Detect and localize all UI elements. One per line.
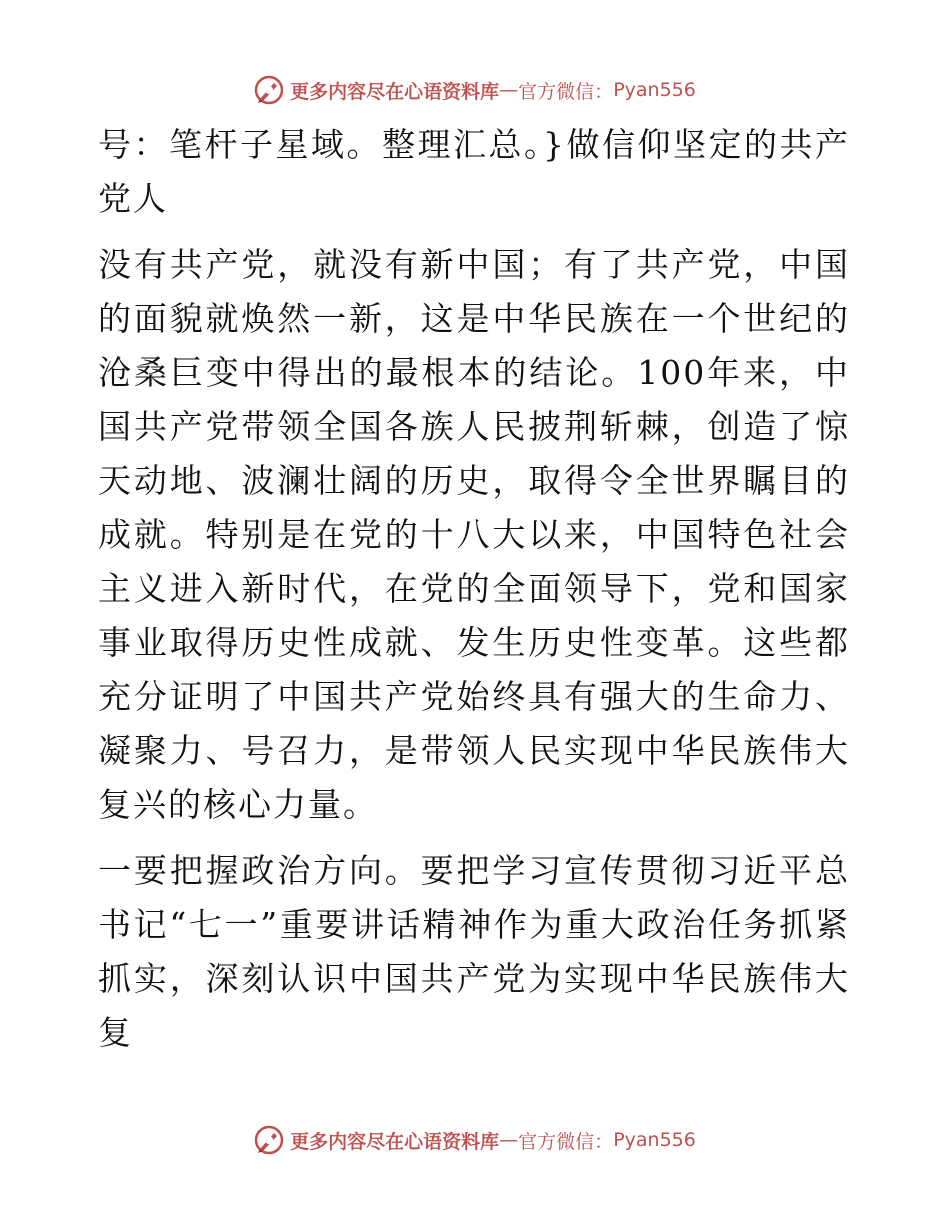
banner-dash: — xyxy=(499,79,519,101)
banner-promo-text: 更多内容尽在心语资料库 xyxy=(290,80,500,103)
header-watermark-banner xyxy=(0,70,950,110)
banner-official-label: 官方微信： xyxy=(518,80,614,103)
pen-logo-icon xyxy=(254,75,284,105)
paragraph-party-history: 没有共产党，就没有新中国；有了共产党，中国的面貌就焕然一新，这是中华民族在一个世纪的沧桑巨变中得出的最根本的结论。100年来，中国共产党带领全国各族人民披荆斩棘，创造了惊天动地、波澜壮阔的历史，取得令全世界瞩目的成就。特别是在党的十八大以来，中国特色社会主义进入新时代，在党的全面领导下，党和国家事业取得历史性成就、发生历史性变革。这些都充分证明了中国共产党始终具有强大的生命力、凝聚力、号召力，是带领人民实现中华民族伟大复兴的核心力量。 xyxy=(98,245,850,824)
banner-wechat-id: Pyan556 xyxy=(613,1129,696,1151)
document-body xyxy=(98,118,850,1060)
banner-promo-text: 更多内容尽在心语资料库 xyxy=(290,1130,500,1153)
banner-official-label: 官方微信： xyxy=(518,1130,614,1153)
paragraph-title-fragment: 号：笔杆子星域。整理汇总。}做信仰坚定的共产党人 xyxy=(98,125,850,218)
pen-logo-icon xyxy=(254,1125,284,1155)
paragraph-political-direction: 一要把握政治方向。要把学习宣传贯彻习近平总书记“七一”重要讲话精神作为重大政治任务抓紧抓实，深刻认识中国共产党为实现中华民族伟大复 xyxy=(98,851,850,1052)
banner-wechat-id: Pyan556 xyxy=(613,79,696,101)
banner-dash: — xyxy=(499,1129,519,1151)
footer-watermark-banner xyxy=(0,1120,950,1160)
